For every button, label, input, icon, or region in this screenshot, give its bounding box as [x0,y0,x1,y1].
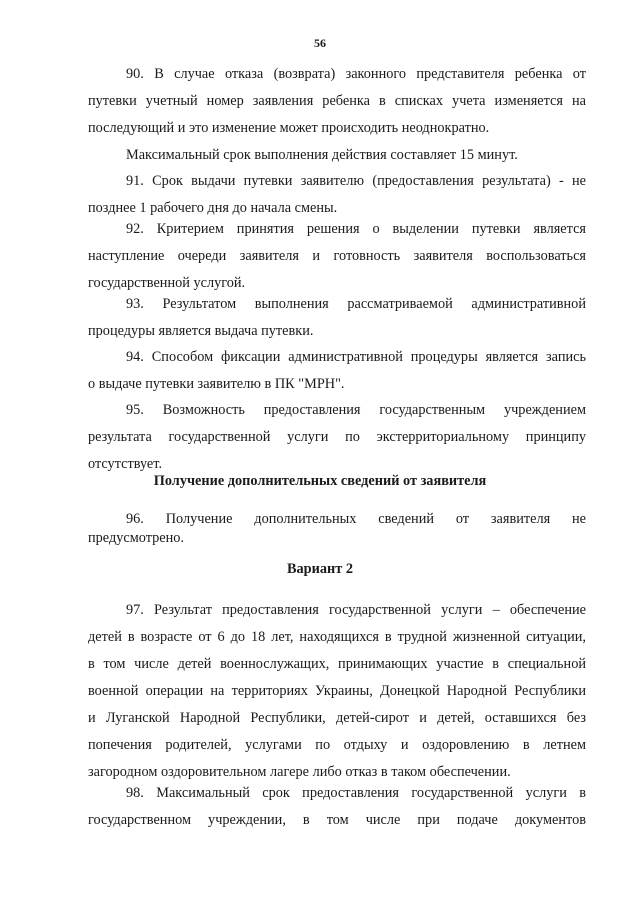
text-line: Максимальный срок выполнения действия составляет 15 минут. [126,147,518,163]
paragraph-max-time [88,142,586,169]
text-line: 93. Результатом выполнения рассматриваемой административной [126,296,586,312]
text-line: результата государственной услуги по экстерриториальному принципу [88,429,586,445]
text-line: и Луганской Народной Республики, детей-сирот и детей, оставшихся без [88,710,586,726]
text-line: государственной услугой. [88,275,246,291]
text-line: 98. Максимальный срок предоставления государственной услуги в [126,785,586,801]
section-heading: Получение дополнительных сведений от заявителя [153,473,487,489]
text-line: государственном учреждении, в том числе при подаче документов [88,812,586,828]
text-line: 91. Срок выдачи путевки заявителю (предоставления результата) - не [126,173,586,189]
text-line: 96. Получение дополнительных сведений от заявителя не [126,511,586,527]
paragraph-93 [88,291,586,345]
paragraph-97 [88,597,586,786]
paragraph-98 [88,780,586,834]
text-line: 90. В случае отказа (возврата) законного представителя ребенка от [126,66,586,82]
text-line: попечения родителей, услугами по отдыху и оздоровлению в летнем [88,737,586,753]
text-line: предусмотрено. [88,530,185,546]
text-line: в том числе детей военнослужащих, принимающих участие в специальной [88,656,586,672]
paragraph-94 [88,344,586,398]
text-line: последующий и это изменение может происходить неоднократно. [88,120,490,136]
text-line: процедуры является выдача путевки. [88,323,314,339]
text-line: 94. Способом фиксации административной процедуры является запись [126,349,586,365]
paragraph-95 [88,397,586,478]
text-line: 97. Результат предоставления государственной услуги – обеспечение [126,602,586,618]
text-line: наступление очереди заявителя и готовность заявителя воспользоваться [88,248,586,264]
text-line: отсутствует. [88,456,163,472]
paragraph-91 [88,168,586,222]
text-line: 95. Возможность предоставления государственным учреждением [126,402,586,418]
text-line: путевки учетный номер заявления ребенка в списках учета изменяется на [88,93,586,109]
paragraph-96 [88,506,586,552]
text-line: детей в возрасте от 6 до 18 лет, находящихся в трудной жизненной ситуации, [88,629,586,645]
text-line: 92. Критерием принятия решения о выделении путевки является [126,221,586,237]
variant-heading: Вариант 2 [286,561,353,577]
text-line: загородном оздоровительном лагере либо отказ в таком обеспечении. [88,764,511,780]
text-line: военной операции на территориях Украины, Донецкой Народной Республики [88,683,586,699]
page-number: 56 [314,36,326,50]
text-line: позднее 1 рабочего дня до начала смены. [88,200,338,216]
text-line: о выдаче путевки заявителю в ПК "МРН". [88,376,345,392]
paragraph-90 [88,61,586,142]
paragraph-92 [88,216,586,297]
